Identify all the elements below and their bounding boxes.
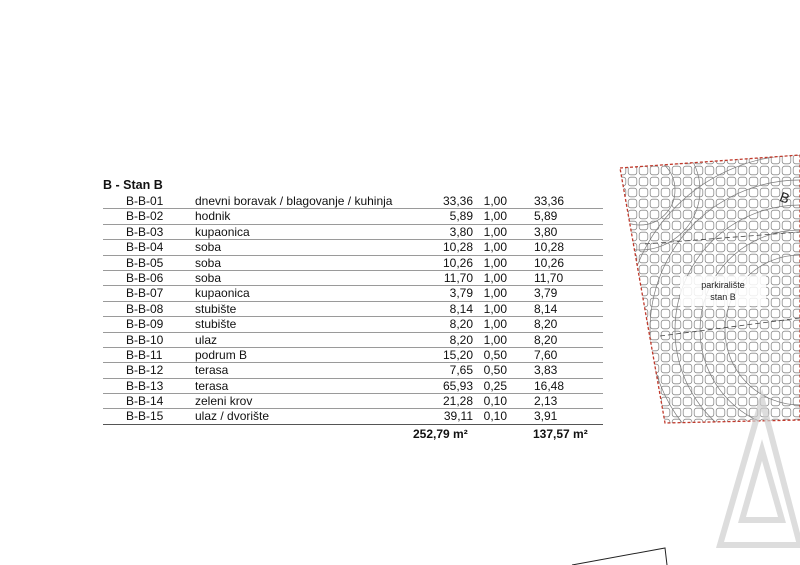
- room-name: podrum B: [195, 347, 248, 362]
- table-row: [103, 363, 603, 378]
- room-weighted-area: 16,48: [534, 378, 565, 393]
- room-area: 5,89: [449, 209, 473, 224]
- room-coefficient: 0,25: [483, 378, 507, 393]
- room-coefficient: 0,10: [483, 394, 507, 409]
- room-coefficient: 1,00: [483, 286, 507, 301]
- room-coefficient: 1,00: [483, 301, 507, 316]
- room-code: B-B-14: [126, 394, 164, 409]
- total-area: 252,79 m²: [413, 427, 468, 441]
- room-weighted-area: 3,83: [534, 363, 558, 378]
- room-coefficient: 1,00: [483, 332, 507, 347]
- table-row: [103, 333, 603, 348]
- room-code: B-B-13: [126, 378, 164, 393]
- room-name: zeleni krov: [195, 394, 253, 409]
- room-area: 33,36: [442, 194, 473, 208]
- room-name: terasa: [195, 363, 229, 378]
- room-area: 8,14: [449, 301, 473, 316]
- table-bottom-rule: [103, 424, 603, 425]
- table-row: [103, 256, 603, 271]
- room-name: soba: [195, 240, 222, 255]
- room-coefficient: 1,00: [483, 240, 507, 255]
- table-row: [103, 302, 603, 317]
- room-weighted-area: 10,26: [534, 255, 565, 270]
- watermark-logo-icon: [720, 400, 800, 545]
- room-code: B-B-08: [126, 301, 164, 316]
- table-row: [103, 409, 603, 424]
- room-weighted-area: 3,91: [534, 409, 558, 424]
- room-area: 15,20: [442, 347, 473, 362]
- room-coefficient: 0,50: [483, 363, 507, 378]
- room-weighted-area: 3,80: [534, 224, 558, 239]
- room-area: 3,79: [449, 286, 473, 301]
- room-code: B-B-05: [126, 255, 164, 270]
- room-weighted-area: 33,36: [534, 194, 565, 208]
- room-weighted-area: 10,28: [534, 240, 565, 255]
- room-name: dnevni boravak / blagovanje / kuhinja: [195, 194, 393, 208]
- table-row: [103, 394, 603, 409]
- room-coefficient: 0,10: [483, 409, 507, 424]
- room-code: B-B-03: [126, 224, 164, 239]
- room-name: soba: [195, 255, 222, 270]
- room-code: B-B-02: [126, 209, 164, 224]
- room-coefficient: 1,00: [483, 194, 507, 208]
- room-coefficient: 1,00: [483, 224, 507, 239]
- room-code: B-B-06: [126, 270, 164, 285]
- table-row: [103, 209, 603, 224]
- room-coefficient: 1,00: [483, 209, 507, 224]
- plan-corner-letter: B: [777, 188, 792, 207]
- room-coefficient: 0,50: [483, 347, 507, 362]
- section-title: B - Stan B: [103, 178, 163, 192]
- room-weighted-area: 3,79: [534, 286, 558, 301]
- room-weighted-area: 5,89: [534, 209, 558, 224]
- plan-label-line2: stan B: [710, 292, 736, 302]
- room-code: B-B-01: [126, 194, 164, 208]
- room-name: terasa: [195, 378, 229, 393]
- room-name: hodnik: [195, 209, 231, 224]
- table-row: [103, 317, 603, 332]
- area-table: [103, 177, 603, 425]
- table-row: [103, 271, 603, 286]
- room-name: ulaz: [195, 332, 218, 347]
- room-name: stubište: [195, 317, 237, 332]
- room-area: 65,93: [442, 378, 473, 393]
- room-area: 10,28: [442, 240, 473, 255]
- area-table-rows: [103, 194, 603, 425]
- room-name: kupaonica: [195, 286, 250, 301]
- room-area: 8,20: [449, 332, 473, 347]
- room-weighted-area: 11,70: [534, 270, 564, 285]
- room-area: 3,80: [449, 224, 473, 239]
- room-weighted-area: 8,14: [534, 301, 558, 316]
- room-name: kupaonica: [195, 224, 250, 239]
- total-result: 137,57 m²: [533, 427, 588, 441]
- room-code: B-B-04: [126, 240, 164, 255]
- building-outline: [572, 548, 667, 565]
- room-area: 39,11: [443, 409, 473, 424]
- room-coefficient: 1,00: [483, 255, 507, 270]
- room-code: B-B-15: [126, 409, 164, 424]
- table-row: [103, 194, 603, 209]
- table-row: [103, 225, 603, 240]
- room-name: stubište: [195, 301, 237, 316]
- room-code: B-B-12: [126, 363, 164, 378]
- room-name: soba: [195, 270, 222, 285]
- table-row: [103, 379, 603, 394]
- room-weighted-area: 8,20: [534, 332, 558, 347]
- room-area: 7,65: [449, 363, 473, 378]
- room-weighted-area: 2,13: [534, 394, 558, 409]
- room-weighted-area: 8,20: [534, 317, 558, 332]
- room-area: 21,28: [442, 394, 473, 409]
- parking-plot: [580, 130, 800, 505]
- plan-label-line1: parkiralište: [701, 280, 745, 290]
- room-coefficient: 1,00: [483, 317, 507, 332]
- room-area: 8,20: [449, 317, 473, 332]
- room-weighted-area: 7,60: [534, 347, 558, 362]
- room-code: B-B-09: [126, 317, 164, 332]
- room-area: 11,70: [443, 270, 473, 285]
- table-row: [103, 240, 603, 255]
- room-name: ulaz / dvorište: [195, 409, 270, 424]
- room-code: B-B-10: [126, 332, 164, 347]
- room-coefficient: 1,00: [483, 270, 507, 285]
- room-code: B-B-11: [126, 347, 163, 362]
- table-row: [103, 348, 603, 363]
- room-area: 10,26: [442, 255, 473, 270]
- table-row: [103, 286, 603, 301]
- room-code: B-B-07: [126, 286, 164, 301]
